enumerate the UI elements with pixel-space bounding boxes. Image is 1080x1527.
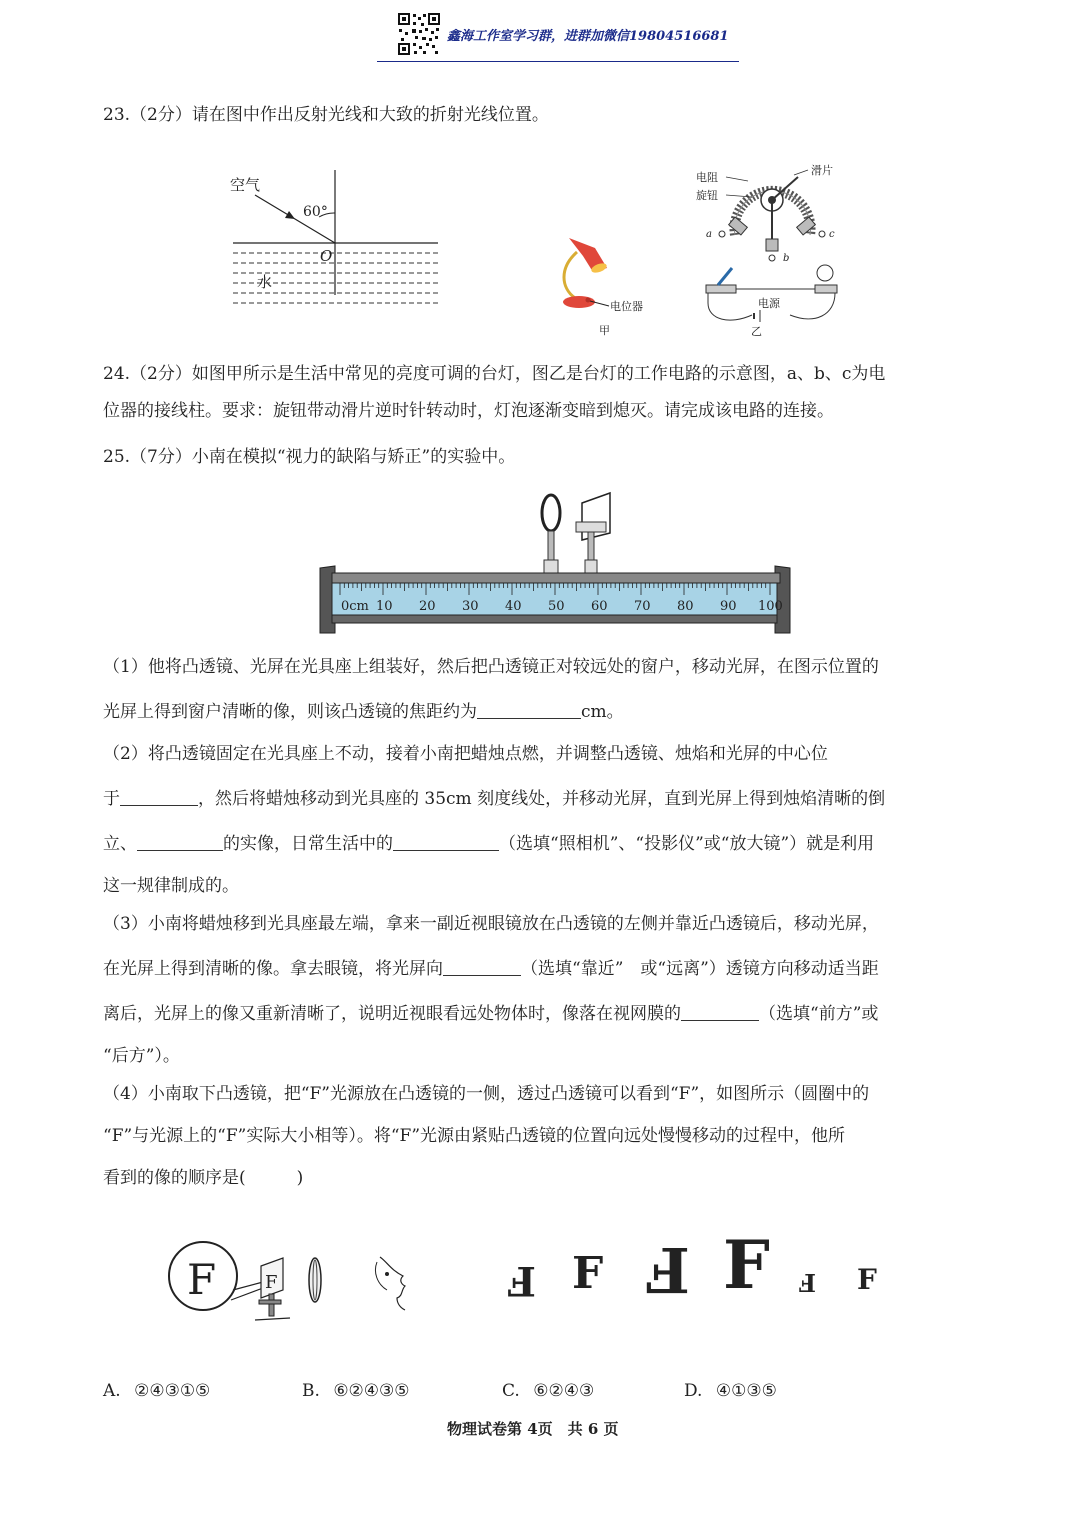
p1-text-a: 光屏上得到窗户清晰的像，则该凸透镜的焦距约为 bbox=[103, 702, 477, 722]
image-size-blank[interactable] bbox=[137, 833, 223, 851]
option-label: B. bbox=[302, 1381, 320, 1401]
air-label: 空气 bbox=[230, 176, 261, 194]
option-value: ⑥②④③ bbox=[533, 1381, 595, 1401]
p3-text-b: （选填“靠近” 或“远离”）透镜方向移动适当距 bbox=[521, 959, 879, 979]
caption-jia: 甲 bbox=[599, 324, 610, 337]
p2-text-c: 立、 bbox=[103, 834, 137, 854]
eye-face bbox=[380, 1257, 405, 1310]
option-d[interactable] bbox=[684, 1383, 777, 1400]
lens bbox=[309, 1258, 321, 1302]
q24-line2: 位器的接线柱。要求：旋钮带动滑片逆时针转动时，灯泡逐渐变暗到熄灭。请完成该电路的连接。 bbox=[103, 401, 834, 421]
p2-line4: 这一规律制成的。 bbox=[103, 876, 239, 896]
p1-line1: （1）他将凸透镜、光屏在光具座上组装好，然后把凸透镜正对较远处的窗户，移动光屏，在图示位置的 bbox=[103, 657, 879, 677]
ruler-label: 20 bbox=[419, 599, 436, 614]
f-image-2 bbox=[572, 1248, 608, 1299]
image-letter: F bbox=[857, 1263, 877, 1296]
ruler-label: 90 bbox=[720, 599, 737, 614]
image-letter: F bbox=[645, 1233, 690, 1306]
f-image-5 bbox=[796, 1270, 816, 1296]
water-label: 水 bbox=[257, 273, 273, 291]
p3-line1: （3）小南将蜡烛移到光具座最左端，拿来一副近视眼镜放在凸透镜的左侧并靠近凸透镜后，移动光屏， bbox=[103, 914, 879, 934]
circle-f-letter: F bbox=[187, 1255, 217, 1304]
source-f-letter: F bbox=[265, 1272, 278, 1293]
ruler-label: 70 bbox=[634, 599, 651, 614]
desk-lamp-figure bbox=[555, 228, 665, 340]
ruler-label: 60 bbox=[591, 599, 608, 614]
circuit-figure bbox=[690, 155, 855, 340]
p2-text-b: ，然后将蜡烛移动到光具座的 35cm 刻度线处，并移动光屏，直到光屏上得到烛焰清晰的倒 bbox=[198, 789, 886, 809]
direction-blank[interactable] bbox=[443, 958, 521, 976]
convex-lens bbox=[542, 495, 560, 531]
ruler-label: 80 bbox=[677, 599, 694, 614]
slider-label: 滑片 bbox=[811, 164, 833, 177]
f-light-source-figure bbox=[165, 1232, 425, 1327]
p1-line2 bbox=[103, 701, 879, 721]
image-letter: F bbox=[507, 1257, 536, 1304]
option-b[interactable] bbox=[302, 1383, 410, 1400]
ruler-label: 50 bbox=[548, 599, 565, 614]
ruler-label: 0cm bbox=[341, 599, 369, 614]
q23-figure bbox=[225, 165, 445, 315]
header-text: 鑫海工作室学习群，进群加微信19804516681 bbox=[447, 29, 729, 44]
f-image-1 bbox=[502, 1257, 536, 1304]
header-divider bbox=[377, 61, 739, 62]
p4-line3: 看到的像的顺序是( ) bbox=[103, 1168, 304, 1188]
retina-position-blank[interactable] bbox=[681, 1003, 759, 1021]
f-image-4 bbox=[723, 1226, 775, 1304]
q25-part3 bbox=[103, 916, 879, 1065]
p2-line3 bbox=[103, 833, 885, 853]
bulb bbox=[817, 265, 833, 281]
option-value: ②④③①⑤ bbox=[134, 1381, 211, 1401]
terminal-c: c bbox=[829, 229, 835, 240]
p2-text-e: （选填“照相机”、“投影仪”或“放大镜”）就是利用 bbox=[499, 834, 875, 854]
f-light-source bbox=[259, 1258, 283, 1316]
terminal-b: b bbox=[783, 253, 790, 264]
arrow-icon bbox=[285, 211, 295, 219]
potentiometer-knob bbox=[586, 298, 591, 303]
option-label: C. bbox=[502, 1381, 520, 1401]
point-o-label: O bbox=[320, 247, 333, 265]
power-label: 电源 bbox=[758, 297, 780, 310]
ruler-label: 30 bbox=[462, 599, 479, 614]
p2-line2 bbox=[103, 788, 885, 808]
q25-title: 25.（7分）小南在模拟“视力的缺陷与矫正”的实验中。 bbox=[103, 447, 516, 467]
ruler-label: 10 bbox=[376, 599, 393, 614]
page-footer: 物理试卷第 4页 共 6 页 bbox=[447, 1420, 619, 1438]
focal-length-blank[interactable] bbox=[477, 701, 581, 719]
optical-bench-figure bbox=[310, 488, 800, 638]
p2-text-d: 的实像，日常生活中的 bbox=[223, 834, 393, 854]
terminal-a: a bbox=[706, 229, 712, 240]
image-letter: F bbox=[572, 1248, 604, 1299]
caption-yi: 乙 bbox=[751, 325, 762, 338]
p4-line1: （4）小南取下凸透镜，把“F”光源放在凸透镜的一侧，透过凸透镜可以看到“F”，如图所示（圆圈中的 bbox=[103, 1084, 870, 1104]
q24-line1: 24.（2分）如图甲所示是生活中常见的亮度可调的台灯，图乙是台灯的工作电路的示意图，a、b、c为电 bbox=[103, 364, 886, 384]
image-letter: F bbox=[798, 1268, 816, 1297]
p2-text-a: 于 bbox=[103, 789, 120, 809]
switch bbox=[706, 285, 736, 293]
light-screen bbox=[582, 493, 610, 540]
p3-line3 bbox=[103, 1003, 879, 1023]
device-blank[interactable] bbox=[393, 833, 499, 851]
option-a[interactable] bbox=[103, 1383, 210, 1400]
p2-line1: （2）将凸透镜固定在光具座上不动，接着小南把蜡烛点燃，并调整凸透镜、烛焰和光屏的中心位 bbox=[103, 744, 828, 764]
p1-text-b: cm。 bbox=[581, 702, 624, 722]
f-image-6 bbox=[857, 1263, 881, 1296]
p3-text-a: 在光屏上得到清晰的像。拿去眼镜，将光屏向 bbox=[103, 959, 443, 979]
f-image-3 bbox=[640, 1233, 690, 1306]
p4-line2: “F”与光源上的“F”实际大小相等）。将“F”光源由紧贴凸透镜的位置向远处慢慢移动的过程中，他所 bbox=[103, 1126, 846, 1146]
q25-part1 bbox=[103, 659, 879, 721]
p3-text-d: （选填“前方”或 bbox=[759, 1004, 879, 1024]
angle-label: 60° bbox=[303, 204, 328, 220]
option-label: A. bbox=[103, 1381, 121, 1401]
q25-part4 bbox=[103, 1086, 869, 1187]
resistor-label: 电阻 bbox=[696, 171, 718, 184]
p3-text-c: 离后，光屏上的像又重新清晰了，说明近视眼看远处物体时，像落在视网膜的 bbox=[103, 1004, 681, 1024]
q25-part2 bbox=[103, 746, 885, 895]
option-value: ④①③⑤ bbox=[715, 1381, 777, 1401]
p3-line2 bbox=[103, 958, 879, 978]
ruler-label: 100 bbox=[758, 599, 783, 614]
image-letter: F bbox=[723, 1226, 770, 1304]
q23-text: 23.（2分）请在图中作出反射光线和大致的折射光线位置。 bbox=[103, 105, 549, 125]
ruler-label: 40 bbox=[505, 599, 522, 614]
option-c[interactable] bbox=[502, 1383, 594, 1400]
potentiometer bbox=[719, 177, 825, 261]
p3-line4: “后方”）。 bbox=[103, 1046, 180, 1066]
potentiometer-label: 电位器 bbox=[610, 300, 643, 313]
center-position-blank[interactable] bbox=[120, 788, 198, 806]
qr-code bbox=[397, 12, 441, 56]
option-label: D. bbox=[684, 1381, 703, 1401]
lamp-base bbox=[563, 296, 595, 308]
option-value: ⑥②④③⑤ bbox=[333, 1381, 410, 1401]
knob-label: 旋钮 bbox=[696, 189, 718, 202]
